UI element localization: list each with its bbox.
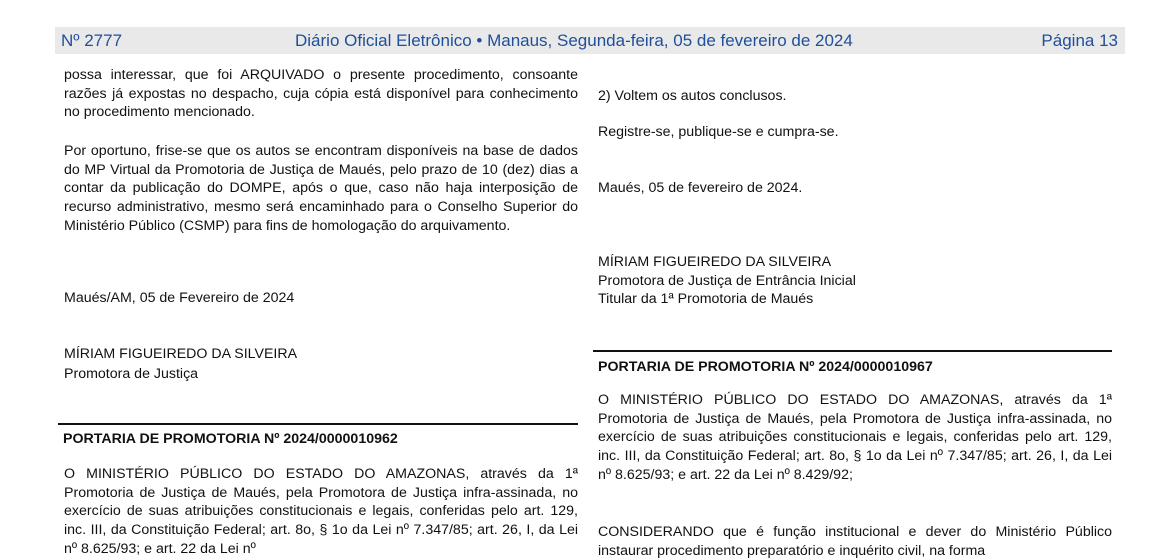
journal-title: Diário Oficial Eletrônico • Manaus, Segunda-feira, 05 de fevereiro de 2024 <box>295 30 853 50</box>
page-header <box>55 27 1125 54</box>
right-portaria-heading: PORTARIA DE PROMOTORIA Nº 2024/0000010967 <box>598 359 933 375</box>
left-paragraph-3: O MINISTÉRIO PÚBLICO DO ESTADO DO AMAZONAS, através da 1ª Promotoria de Justiça de Maués, pela Promotora de Justiça infra-assinada, no exercício de suas atribuições constitucionais e legais, conferidas pelo art. 129, inc. III, da Constituição Federal; art. 8o, § 1o da Lei nº 7.347/85; art. 26, I, da Lei nº 8.625/93; e art. 22 da Lei nº <box>64 466 578 557</box>
right-signer-role-2: Titular da 1ª Promotoria de Maués <box>598 291 814 307</box>
right-heading-rule <box>593 350 1112 352</box>
right-signer-role-1: Promotora de Justiça de Entrância Inicial <box>598 273 856 289</box>
right-paragraph-2: Registre-se, publique-se e cumpra-se. <box>598 124 839 140</box>
left-paragraph-1: possa interessar, que foi ARQUIVADO o presente procedimento, consoante razões já expostas no despacho, cuja cópia está disponível para conhecimento no procedimento mencionado. <box>64 67 578 121</box>
right-signer-name: MÍRIAM FIGUEIREDO DA SILVEIRA <box>598 254 832 270</box>
right-paragraph-1: 2) Voltem os autos conclusos. <box>598 88 787 104</box>
left-heading-rule <box>58 423 578 425</box>
left-signer-name: MÍRIAM FIGUEIREDO DA SILVEIRA <box>64 346 298 362</box>
left-paragraph-2: Por oportuno, frise-se que os autos se encontram disponíveis na base de dados do MP Virtual da Promotoria de Justiça de Maués, pelo prazo de 10 (dez) dias a contar da publicação do DOMPE, após o que, caso não haja interposição de recurso administrativo, mesmo será encaminhado para o Conselho Superior do Ministério Público (CSMP) para fins de homologação do arquivamento. <box>64 143 578 234</box>
right-paragraph-4: CONSIDERANDO que é função institucional e dever do Ministério Público instaurar procedimento preparatório e inquérito civil, na forma <box>598 524 1112 559</box>
left-portaria-heading: PORTARIA DE PROMOTORIA Nº 2024/0000010962 <box>63 431 398 447</box>
right-paragraph-3: O MINISTÉRIO PÚBLICO DO ESTADO DO AMAZONAS, através da 1ª Promotoria de Justiça de Maués, pela Promotora de Justiça infra-assinada, no exercício de suas atribuições constitucionais e legais, conferidas pelo art. 129, inc. III, da Constituição Federal; art. 8o, § 1o da Lei nº 7.347/85; art. 26, I, da Lei nº 8.625/93; e art. 22 da Lei nº 8.429/92; <box>598 392 1112 483</box>
right-date: Maués, 05 de fevereiro de 2024. <box>598 180 803 196</box>
left-signer-role: Promotora de Justiça <box>64 366 199 382</box>
left-date: Maués/AM, 05 de Fevereiro de 2024 <box>64 290 295 306</box>
issue-number: Nº 2777 <box>61 30 123 50</box>
page-number: Página 13 <box>1041 30 1118 50</box>
